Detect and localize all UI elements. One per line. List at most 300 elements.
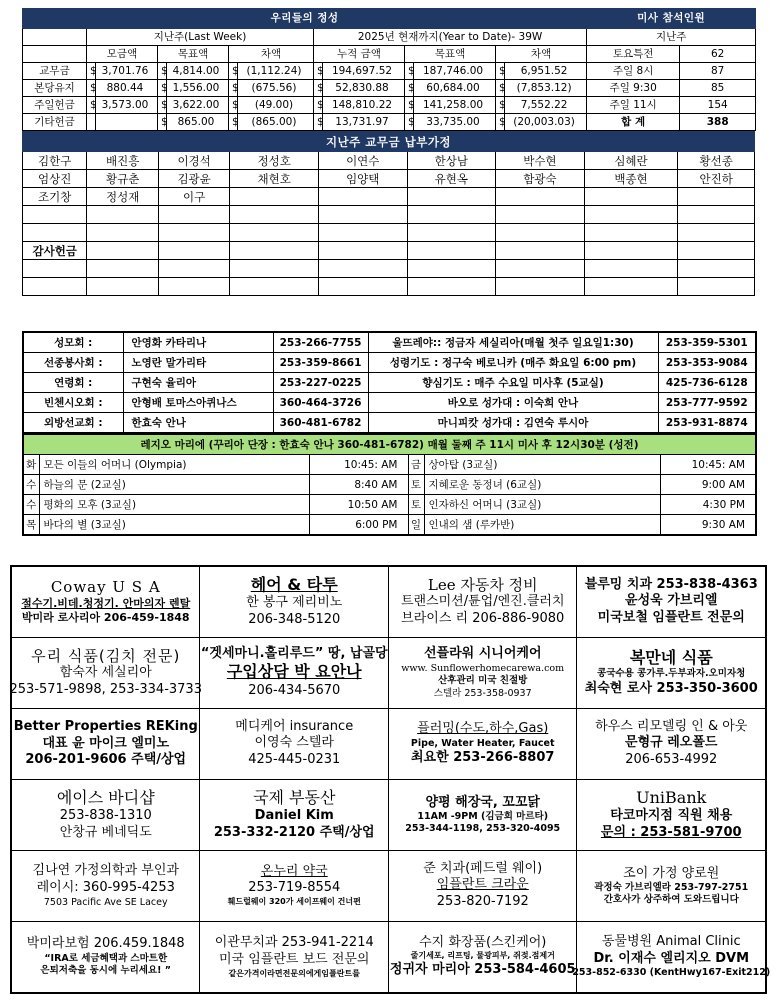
- lw-goal: 865.00: [167, 114, 229, 131]
- name-cell: 심혜란: [584, 152, 678, 170]
- currency-symbol: $: [496, 80, 505, 97]
- ytd-diff: (7,853.12): [505, 80, 587, 97]
- legio-time: 8:40 AM: [309, 475, 408, 495]
- legio-praesidium: 바다의 별 (3교실): [39, 515, 309, 536]
- name-cell: [230, 206, 319, 224]
- name-cell: 이경석: [158, 152, 229, 170]
- name-cell: [23, 224, 87, 242]
- currency-symbol: $: [405, 97, 414, 114]
- legio-praesidium: 상아탑 (3교실): [424, 455, 660, 475]
- currency-symbol: $: [87, 97, 96, 114]
- name-cell: 백종현: [584, 170, 678, 188]
- ad-title: 동물병원 Animal Clinic: [601, 934, 741, 950]
- blank-corner: [23, 29, 87, 46]
- legio-day: 토: [408, 475, 424, 495]
- ad-line2: 문형규 레오폴드: [625, 735, 718, 751]
- ad-cell[interactable]: [577, 709, 766, 780]
- legio-day: 목: [23, 515, 39, 536]
- lw-goal: 1,556.00: [167, 80, 229, 97]
- name-cell: [496, 188, 585, 206]
- table-row: [11, 922, 766, 994]
- legio-time: 4:30 PM: [660, 495, 756, 515]
- ad-line3: 은퇴저축을 동시에 누리세요! ”: [40, 965, 172, 977]
- ad-cell[interactable]: [200, 922, 389, 994]
- name-cell: [87, 260, 158, 278]
- legio-praesidium: 지혜로운 동정녀 (6교실): [424, 475, 660, 495]
- table-row: [23, 152, 755, 170]
- ad-line2: Pipe, Water Heater, Faucet: [410, 737, 555, 749]
- table-row: [23, 188, 755, 206]
- name-cell: 엄상진: [23, 170, 87, 188]
- lw-diff: (49.00): [238, 97, 314, 114]
- currency-symbol: $: [314, 80, 323, 97]
- ad-title: 조이 가정 양로원: [623, 865, 720, 881]
- currency-symbol: $: [405, 114, 414, 131]
- ad-line2: 이영숙 스텔라: [254, 735, 334, 751]
- group-phone[interactable]: 425-736-6128: [658, 373, 756, 393]
- legio-time: 10:45: AM: [660, 455, 756, 475]
- currency-symbol: $: [229, 63, 238, 80]
- name-cell: [158, 206, 229, 224]
- ytd-goal: 187,746.00: [414, 63, 496, 80]
- ad-cell[interactable]: [11, 780, 200, 851]
- ad-line2: 임플란트 크라운: [436, 877, 529, 893]
- ad-title: 우리 식품(김치 전문): [31, 646, 181, 665]
- ad-line2: 대표 윤 마이크 엘미노: [42, 735, 170, 751]
- legio-day: 금: [408, 455, 424, 475]
- ad-title: 김나연 가정의학과 부인과: [32, 862, 179, 878]
- legio-time: 9:30 AM: [660, 515, 756, 536]
- ytd-goal: 60,684.00: [414, 80, 496, 97]
- row-label: 주일헌금: [23, 97, 87, 114]
- name-cell: [158, 224, 229, 242]
- name-cell: [584, 188, 678, 206]
- table-row: [23, 332, 756, 353]
- org-name: 연령회 :: [23, 373, 123, 393]
- name-cell: 함광숙: [496, 170, 585, 188]
- name-cell: 황선종: [678, 152, 755, 170]
- currency-symbol: $: [158, 63, 167, 80]
- lw-collected: 3,573.00: [96, 97, 158, 114]
- name-cell: 정성재: [87, 188, 158, 206]
- legio-praesidium: 평화의 모후 (3교실): [39, 495, 309, 515]
- table-row: [11, 780, 766, 851]
- lw-diff: (865.00): [238, 114, 314, 131]
- name-cell: 김광윤: [158, 170, 229, 188]
- currency-symbol: $: [158, 114, 167, 131]
- currency-symbol: $: [496, 63, 505, 80]
- ad-title: 이관무치과 253-941-2214: [214, 934, 374, 950]
- table-row: [11, 709, 766, 780]
- ad-line3: 문의 : 253-581-9700: [600, 825, 742, 840]
- table-row: [23, 455, 756, 475]
- ad-line3: 훼드럴웨이 320가 세이프웨이 건너편: [227, 897, 361, 907]
- attendance-value: 85: [680, 80, 756, 97]
- ad-cell[interactable]: [572, 922, 771, 994]
- table-row: [23, 413, 756, 434]
- col-goal: 목표액: [158, 46, 229, 63]
- offering-group-header-row: [23, 29, 756, 46]
- name-cell: [407, 224, 496, 242]
- ytd-cum: 194,697.52: [323, 63, 405, 80]
- currency-symbol: $: [158, 97, 167, 114]
- name-cell: [318, 224, 407, 242]
- org-phone[interactable]: 253-359-8661: [273, 353, 368, 373]
- ad-cell[interactable]: [200, 851, 389, 922]
- ad-line3: 최요한 253-266-8807: [411, 749, 555, 765]
- ad-cell[interactable]: [200, 638, 389, 709]
- name-cell: [678, 242, 755, 260]
- col-goal-ytd: 목표액: [405, 46, 496, 63]
- ad-line3: 안창규 베네딕도: [59, 825, 152, 840]
- lw-goal: 3,622.00: [167, 97, 229, 114]
- currency-symbol: $: [229, 97, 238, 114]
- group-header-last-week: 지난주(Last Week): [87, 29, 314, 46]
- ad-title: 국제 부동산: [253, 788, 336, 808]
- ad-line3: 206-653-4992: [625, 752, 718, 768]
- advertisements-section: [9, 565, 771, 994]
- currency-symbol: $: [314, 97, 323, 114]
- org-name: 선종봉사회 :: [23, 353, 123, 373]
- group-phone[interactable]: 253-931-8874: [658, 413, 756, 434]
- ad-cell[interactable]: [577, 566, 766, 638]
- ad-cell[interactable]: [200, 780, 389, 851]
- name-cell: [407, 260, 496, 278]
- ad-line2: 트랜스미션/튠업/엔진.클러치: [400, 594, 565, 610]
- ad-cell[interactable]: [11, 566, 200, 638]
- currency-symbol: $: [314, 63, 323, 80]
- name-cell: 이구: [158, 188, 229, 206]
- table-row: [23, 114, 756, 131]
- attendance-label: 주일 8시: [587, 63, 680, 80]
- ad-title: Lee 자동차 정비: [427, 575, 538, 594]
- legio-time: 10:50 AM: [309, 495, 408, 515]
- ad-website[interactable]: www. Sunflowerhomecarewa.com: [401, 662, 565, 674]
- currency-symbol: $: [229, 80, 238, 97]
- name-cell: [318, 188, 407, 206]
- offering-table: [22, 8, 756, 131]
- legio-day: 토: [408, 495, 424, 515]
- name-cell: [158, 260, 229, 278]
- name-cell: [678, 224, 755, 242]
- attendance-label-header: 토요특전: [587, 46, 680, 63]
- name-cell: [318, 278, 407, 296]
- org-phone[interactable]: 253-266-7755: [273, 332, 368, 353]
- name-cell: [407, 242, 496, 260]
- ad-cell[interactable]: [200, 709, 389, 780]
- group-info: 바오로 성가대 : 이숙희 안나: [368, 393, 658, 413]
- table-row: [23, 260, 755, 278]
- ad-line3: 미국보철 임플란트 전문의: [597, 610, 745, 626]
- org-contact-person: 안영화 카타리나: [123, 332, 273, 353]
- group-header-ytd: 2025년 현재까지(Year to Date)- 39W: [314, 29, 587, 46]
- name-cell: [230, 278, 319, 296]
- ad-title: 에이스 바디샵: [56, 788, 155, 808]
- ad-line2: 11AM -9PM (김금희 마르타): [417, 810, 549, 822]
- name-cell: [496, 278, 585, 296]
- group-info: 마니피캇 성가대 : 김연숙 루시아: [368, 413, 658, 434]
- group-phone[interactable]: 253-359-5301: [658, 332, 756, 353]
- org-name: 성모회 :: [23, 332, 123, 353]
- group-info: 울뜨레야:: 정금자 세실리아(매월 첫주 일요일1:30): [368, 332, 658, 353]
- col-collected: 모금액: [87, 46, 158, 63]
- ad-cell[interactable]: [577, 851, 766, 922]
- row-label: 본당유지: [23, 80, 87, 97]
- legio-day: 수: [23, 475, 39, 495]
- table-row: [23, 97, 756, 114]
- blank-corner-2: [23, 46, 87, 63]
- currency-symbol: $: [229, 114, 238, 131]
- name-cell: [158, 278, 229, 296]
- name-cell: [87, 224, 158, 242]
- legio-banner-row: [23, 435, 756, 455]
- attendance-title: 미사 참석인원: [587, 9, 756, 29]
- org-name: 외방선교회 :: [23, 413, 123, 434]
- table-row: [11, 566, 766, 638]
- ad-line2: “IRA로 세금혜택과 스마트한: [44, 953, 168, 965]
- ad-title: 박미라보험 206.459.1848: [26, 936, 185, 952]
- currency-symbol: $: [496, 97, 505, 114]
- legio-praesidium: 인자하신 어머니 (3교실): [424, 495, 660, 515]
- ad-title: 하우스 리모델링 인 & 아웃: [595, 718, 748, 734]
- attendance-total-label: 합 계: [587, 114, 680, 131]
- currency-symbol: $: [314, 114, 323, 131]
- ad-cell[interactable]: [388, 922, 577, 994]
- ytd-goal: 33,735.00: [414, 114, 496, 131]
- ytd-cum: 52,830.88: [323, 80, 405, 97]
- name-cell: 황규춘: [87, 170, 158, 188]
- lw-goal: 4,814.00: [167, 63, 229, 80]
- name-cell: [584, 260, 678, 278]
- group-info: 성령기도 : 정구숙 베로니카 (매주 화요일 6:00 pm): [368, 353, 658, 373]
- ad-line3: 425-445-0231: [248, 752, 341, 768]
- contacts-table: [22, 331, 757, 434]
- lw-collected: 880.44: [96, 80, 158, 97]
- org-contact-person: 안형배 토마스아퀴나스: [123, 393, 273, 413]
- name-cell: [23, 260, 87, 278]
- currency-symbol: $: [405, 63, 414, 80]
- name-cell: 조기창: [23, 188, 87, 206]
- col-diff-ytd: 차액: [496, 46, 587, 63]
- ad-line3: 박미라 로사리아 206-459-1848: [21, 611, 190, 625]
- name-cell: [584, 278, 678, 296]
- name-cell: 유현옥: [407, 170, 496, 188]
- ad-line3: 206-434-5670: [248, 683, 341, 699]
- org-contact-person: 한효숙 안나: [123, 413, 273, 434]
- lw-diff: (675.56): [238, 80, 314, 97]
- name-cell: [318, 260, 407, 278]
- ad-line3: 산후관리 미국 친절방: [438, 675, 528, 687]
- names-title-row: [23, 132, 755, 152]
- table-row: [23, 224, 755, 242]
- name-cell: 이연수: [318, 152, 407, 170]
- currency-symbol: $: [496, 114, 505, 131]
- ad-line3: 7503 Pacific Ave SE Lacey: [43, 896, 168, 908]
- name-cell: [407, 188, 496, 206]
- ad-line3: 253-820-7192: [436, 894, 529, 910]
- lw-collected: [96, 114, 158, 131]
- table-row: [23, 242, 755, 260]
- ad-line2: 레이시: 360-995-4253: [36, 879, 175, 895]
- ad-title: 블루밍 치과 253-838-4363: [584, 576, 758, 592]
- name-cell: 박수현: [496, 152, 585, 170]
- ad-line3: 브라이스 리 206-886-9080: [401, 611, 565, 627]
- name-cell: [87, 242, 158, 260]
- contacts-section: [22, 331, 755, 536]
- ad-cell[interactable]: [200, 566, 389, 638]
- name-cell: [678, 278, 755, 296]
- ad-line3: 206-348-5120: [248, 612, 341, 627]
- ad-cell[interactable]: [388, 851, 577, 922]
- name-cell: 안진하: [678, 170, 755, 188]
- name-cell: 한상남: [407, 152, 496, 170]
- name-cell: [87, 206, 158, 224]
- org-phone[interactable]: 360-481-6782: [273, 413, 368, 434]
- table-row: [23, 278, 755, 296]
- ad-cell[interactable]: [388, 566, 577, 638]
- table-row: [23, 515, 756, 536]
- offering-title-row: [23, 9, 756, 29]
- name-cell: [584, 242, 678, 260]
- legio-praesidium: 모든 이들의 어머니 (Olympia): [39, 455, 309, 475]
- legio-banner: 레지오 마리에 (꾸리아 단장 : 한효숙 안나 360-481-6782) 매월 둘째 주 11시 미사 후 12시30분 (성전): [23, 435, 756, 455]
- ad-line2: 줄기세포, 리프팅, 물광피부, 쥐젖.점제거: [410, 951, 555, 961]
- ad-title: Coway U S A: [50, 578, 161, 597]
- ad-line2: 콩국수용 콩가루.두부과자.오미자청: [597, 668, 746, 680]
- legio-table: [22, 434, 757, 536]
- advertisements-table: [9, 565, 771, 994]
- table-row: [23, 475, 756, 495]
- ad-line3: 최숙현 로사 253-350-3600: [584, 680, 758, 696]
- ad-title: UniBank: [636, 788, 707, 808]
- name-cell: 정성호: [230, 152, 319, 170]
- name-cell: [318, 206, 407, 224]
- ad-line2: Daniel Kim: [254, 808, 334, 824]
- name-cell: [678, 260, 755, 278]
- col-diff: 차액: [229, 46, 314, 63]
- org-phone[interactable]: 253-227-0225: [273, 373, 368, 393]
- ad-cell[interactable]: [11, 638, 200, 709]
- legio-time: 10:45: AM: [309, 455, 408, 475]
- ad-line2: 미국 임플란트 보드 전문의: [218, 951, 370, 967]
- legio-praesidium: 인내의 샘 (루카반): [424, 515, 660, 536]
- attendance-label: 주일 9:30: [587, 80, 680, 97]
- org-contact-person: 구현숙 율리아: [123, 373, 273, 393]
- ad-line2: 한 봉구 제리비노: [246, 595, 343, 611]
- org-phone[interactable]: 360-464-3726: [273, 393, 368, 413]
- ad-line2: 윤성욱 가브리엘: [625, 593, 718, 609]
- ad-cell[interactable]: [577, 638, 766, 709]
- currency-symbol: $: [405, 80, 414, 97]
- table-row: [11, 638, 766, 709]
- org-contact-person: 노영란 말가리타: [123, 353, 273, 373]
- ad-line3: 253-332-2120 주택/상업: [213, 825, 375, 840]
- name-cell: [496, 206, 585, 224]
- name-cell: 채현호: [230, 170, 319, 188]
- col-cumulative: 누적 금액: [314, 46, 405, 63]
- group-header-attendance: 지난주: [587, 29, 756, 46]
- ad-line2: 절수기.비데.청정기. 안마의자 렌탈: [21, 597, 191, 611]
- name-cell: [230, 224, 319, 242]
- table-row: [11, 851, 766, 922]
- ad-line3: 253-852-6330 (KentHwy167-Exit212): [572, 967, 771, 979]
- ad-line2: 곽정숙 가브리엘라 253-797-2751: [594, 881, 749, 893]
- name-cell: [584, 224, 678, 242]
- names-table: [22, 131, 755, 296]
- row-label: 교무금: [23, 63, 87, 80]
- currency-symbol: [87, 114, 96, 131]
- ad-line3: 정귀자 마리아 253-584-4605: [389, 961, 576, 977]
- ytd-cum: 148,810.22: [323, 97, 405, 114]
- ytd-diff: 6,951.52: [505, 63, 587, 80]
- legio-praesidium: 하늘의 문 (2교실): [39, 475, 309, 495]
- group-phone[interactable]: 253-777-9592: [658, 393, 756, 413]
- ad-cell[interactable]: [11, 851, 200, 922]
- name-cell: [678, 206, 755, 224]
- ad-line3: 253-571-9898, 253-334-3733: [9, 682, 202, 698]
- ad-line2: 구입상담 박 요안나: [226, 662, 362, 682]
- name-cell: [584, 206, 678, 224]
- ad-title: 선플라워 시니어케어: [423, 646, 542, 662]
- name-cell: [678, 188, 755, 206]
- ad-cell[interactable]: [11, 709, 200, 780]
- name-cell: [496, 242, 585, 260]
- ad-title: 플러밍(수도,하수,Gas): [417, 721, 549, 737]
- name-cell: 임양택: [318, 170, 407, 188]
- ad-title: Better Properties REKing: [13, 718, 198, 734]
- name-cell: [318, 242, 407, 260]
- attendance-value-header: 62: [680, 46, 756, 63]
- ad-title: 복만네 식품: [629, 648, 713, 668]
- ad-line2: 253-719-8554: [248, 880, 341, 896]
- ad-title: 메디케어 insurance: [235, 718, 354, 734]
- ytd-diff: 7,552.22: [505, 97, 587, 114]
- table-row: [23, 80, 756, 97]
- ad-cell[interactable]: [388, 780, 577, 851]
- ytd-cum: 13,731.97: [323, 114, 405, 131]
- ad-line2: 타코마지점 직원 채용: [610, 808, 733, 824]
- ad-line3: 253-344-1198, 253-320-4095: [405, 823, 561, 835]
- ad-cell[interactable]: [11, 922, 200, 994]
- name-cell: [87, 278, 158, 296]
- legio-day: 수: [23, 495, 39, 515]
- group-phone[interactable]: 253-353-9084: [658, 353, 756, 373]
- ad-line3: 간호사가 상주하여 도와드립니다: [603, 894, 739, 906]
- ad-title: 헤어 & 타투: [250, 575, 338, 595]
- ad-cell[interactable]: [388, 709, 577, 780]
- currency-symbol: $: [87, 80, 96, 97]
- ad-line2: 253-838-1310: [59, 808, 152, 824]
- ad-cell[interactable]: [388, 638, 577, 709]
- ad-line2: Dr. 이재수 엘리지오 DVM: [593, 950, 750, 966]
- name-cell: [230, 242, 319, 260]
- ad-cell[interactable]: [577, 780, 766, 851]
- ad-title: 수지 화장품(스킨케어): [419, 935, 547, 951]
- legio-day: 일: [408, 515, 424, 536]
- table-row: [23, 393, 756, 413]
- attendance-value: 154: [680, 97, 756, 114]
- offering-title: 우리들의 정성: [23, 9, 587, 29]
- table-row: [23, 63, 756, 80]
- lw-collected: 3,701.76: [96, 63, 158, 80]
- attendance-value: 87: [680, 63, 756, 80]
- ad-title: 양평 해장국, 꼬꼬닭: [425, 794, 540, 810]
- name-cell: [230, 260, 319, 278]
- legio-day: 화: [23, 455, 39, 475]
- attendance-label: 주일 11시: [587, 97, 680, 114]
- lw-diff: (1,112.24): [238, 63, 314, 80]
- group-info: 향심기도 : 매주 수요일 미사후 (5교실): [368, 373, 658, 393]
